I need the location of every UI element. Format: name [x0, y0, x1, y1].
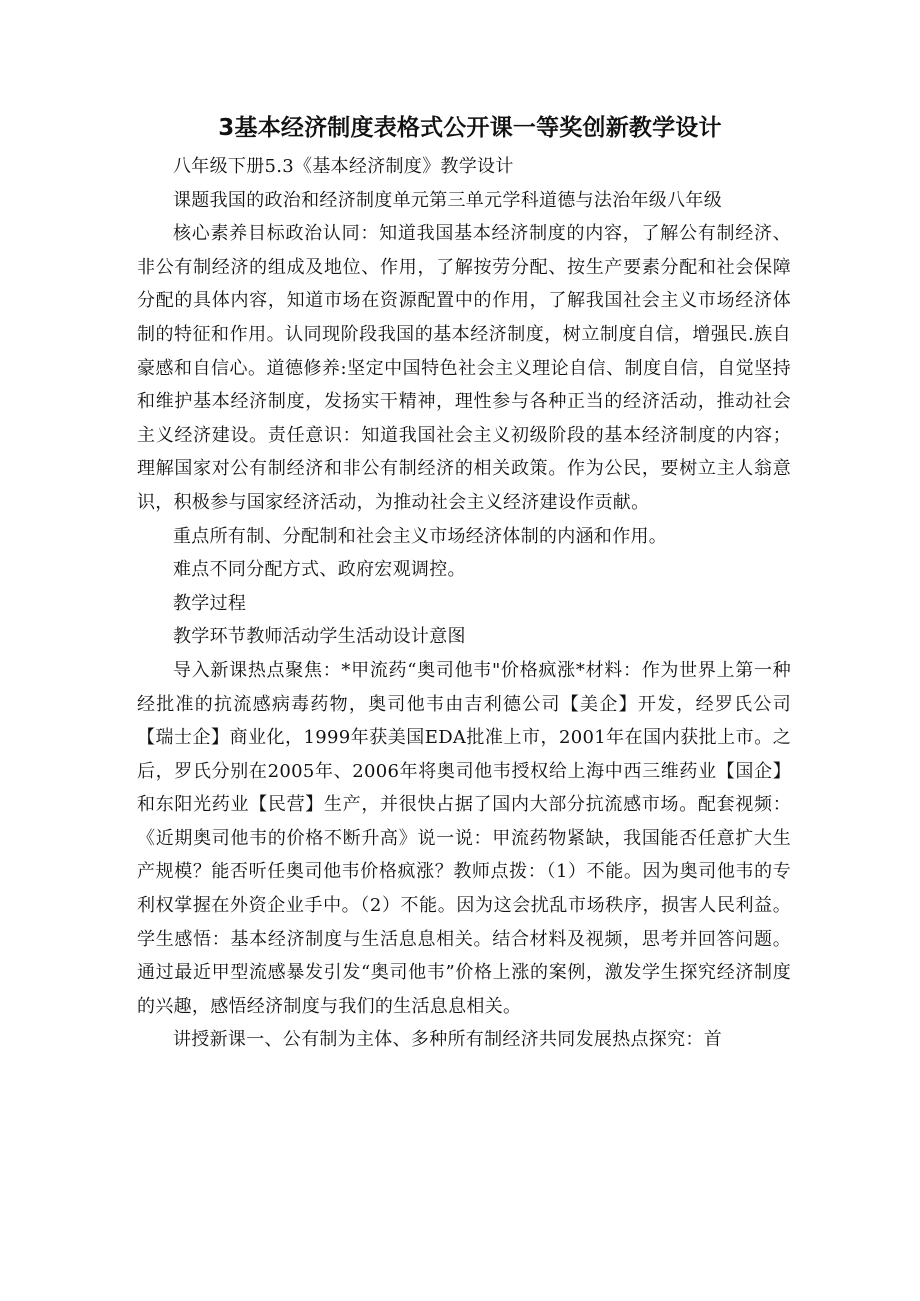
paragraph-introduction: 导入新课热点聚焦：*甲流药“奥司他韦"价格疯涨*材料：作为世界上第一种经批准的抗流感病毒药物，奥司他韦由吉利德公司【美企】开发，经罗氏公司【瑞士企】商业化，1999年获美国EDA批准上市，2001年在国内获批上市。之后，罗氏分别在2005年、2006年将奥司他韦授权给上海中西三维药业【国企】和东阳光药业【民营】生产，并很快占据了国内大部分抗流感市场。配套视频：《近期奥司他韦的价格不断升高》说一说：甲流药物紧缺，我国能否任意扩大生产规模？能否听任奥司他韦价格疯涨？教师点拨：（1）不能。因为奥司他韦的专利权掌握在外资企业手中。（2）不能。因为这会扰乱市场秩序，损害人民利益。学生感悟：基本经济制度与生活息息相关。结合材料及视频，思考并回答问题。通过最近甲型流感暴发引发“奥司他韦”价格上涨的案例，激发学生探究经济制度的兴趣，感悟经济制度与我们的生活息息相关。: [137, 659, 791, 1017]
paragraph-teaching-process: 教学过程: [173, 592, 247, 614]
paragraph-difficult-points: 难点不同分配方式、政府宏观调控。: [173, 559, 466, 581]
paragraph-core-literacy-goals: 核心素养目标政治认同：知道我国基本经济制度的内容，了解公有制经济、非公有制经济的组成及地位、作用，了解按劳分配、按生产要素分配和社会保障分配的具体内容，知道市场在资源配置中的作用，了解我国社会主义市场经济体制的特征和作用。认同现阶段我国的基本经济制度，树立制度自信，增强民.族自豪感和自信心。道德修养:坚定中国特色社会主义理论自信、制度自信，自觉坚持和维护基本经济制度，发扬实干精神，理性参与各种正当的经济活动，推动社会主义经济建设。责任意识：知道我国社会主义初级阶段的基本经济制度的内容；理解国家对公有制经济和非公有制经济的相关政策。作为公民，要树立主人翁意识，积极参与国家经济活动，为推动社会主义经济建设作贡献。: [137, 223, 791, 513]
paragraph-key-points: 重点所有制、分配制和社会主义市场经济体制的内涵和作用。: [173, 525, 668, 547]
paragraph-table-header: 教学环节教师活动学生活动设计意图: [173, 626, 466, 648]
paragraph-grade-heading: 八年级下册5.3《基本经济制度》教学设计: [173, 156, 514, 177]
paragraph-lesson-info: 课题我国的政治和经济制度单元第三单元学科道德与法治年级八年级: [173, 189, 722, 211]
paragraph-new-lesson: 讲授新课一、公有制为主体、多种所有制经济共同发展热点探究：首: [173, 1029, 722, 1051]
document-title: 3基本经济制度表格式公开课一等奖创新教学设计: [218, 115, 722, 141]
document-body: [137, 150, 791, 1057]
